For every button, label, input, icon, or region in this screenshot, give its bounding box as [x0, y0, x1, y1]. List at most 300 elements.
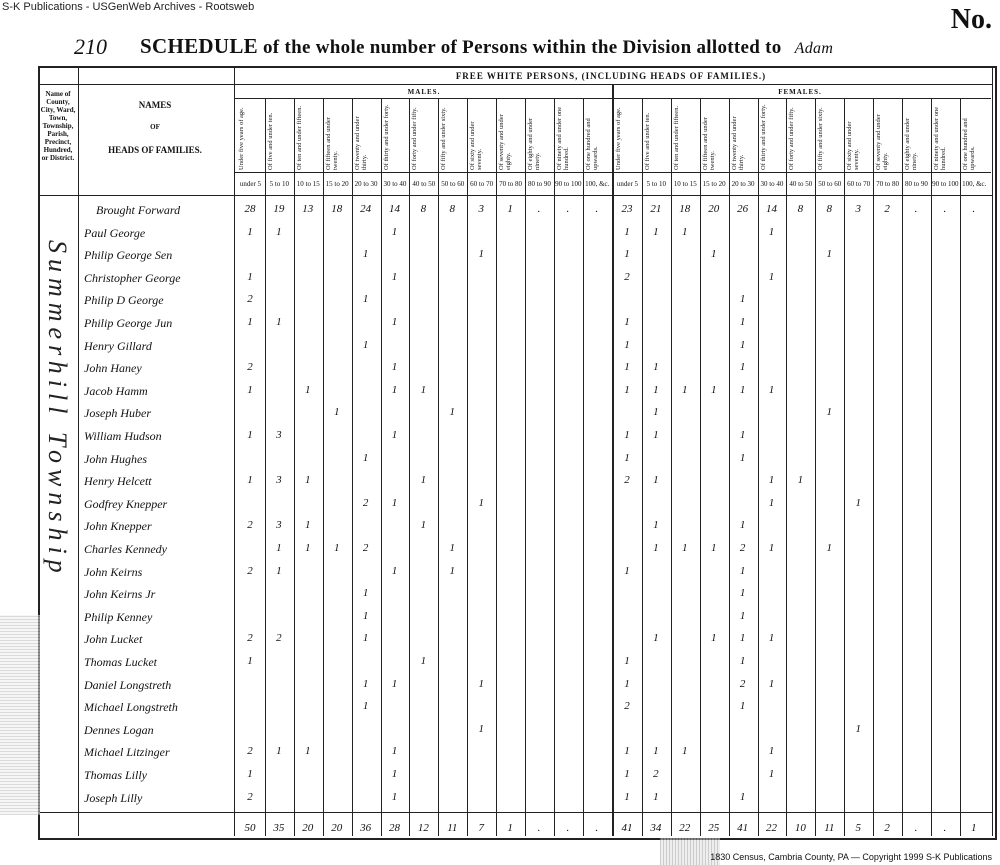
age-column-header: Of forty and under fifty. [788, 107, 796, 170]
page-number: 210 [74, 34, 107, 59]
tally-cell: 2 [247, 361, 253, 374]
tally-cell: 8 [449, 203, 456, 215]
tally-cell: 1 [624, 564, 630, 577]
age-column-header: Of one hundred and upwards. [584, 118, 599, 170]
age-range-label: 80 to 90 [527, 180, 551, 188]
column-divider [409, 98, 410, 836]
tally-cell: 1 [682, 542, 688, 554]
tally-cell: 1 [247, 270, 253, 283]
tally-cell: 2 [624, 474, 630, 487]
window-title: S-K Publications - USGenWeb Archives - Rootsweb [2, 1, 255, 13]
tally-cell: 1 [768, 383, 775, 396]
tally-cell: 1 [305, 383, 311, 396]
tally-cell: 1 [362, 587, 369, 600]
column-divider [729, 98, 730, 836]
tally-cell: 1 [739, 338, 746, 351]
tally-cell: 1 [507, 203, 513, 215]
tally-cell: 1 [768, 225, 775, 238]
column-divider [438, 98, 439, 836]
tally-cell: 1 [768, 474, 775, 487]
tally-cell: 1 [333, 406, 340, 419]
head-of-family-name: John Keirns [84, 564, 143, 579]
tally-cell: 1 [624, 768, 630, 780]
column-divider [496, 98, 497, 836]
tally-cell: 2 [276, 632, 282, 645]
tally-cell: 1 [653, 519, 659, 532]
age-column-header: Of one hundred and upwards. [961, 118, 976, 170]
tally-cell: 3 [855, 203, 861, 215]
column-divider [931, 98, 932, 836]
tally-cell: 8 [797, 203, 804, 215]
tally-cell: 1 [739, 655, 746, 667]
tally-cell: 1 [449, 564, 456, 577]
age-column-header: Of twenty and under thirty. [353, 116, 368, 170]
tally-cell: 14 [389, 203, 400, 215]
tally-cell: 1 [739, 361, 746, 374]
head-of-family-name: Henry Helcett [84, 474, 152, 489]
head-of-family-name: Thomas Lucket [84, 655, 157, 669]
tally-cell: 1 [768, 677, 775, 690]
tally-cell: 1 [362, 609, 369, 622]
tally-cell: 1 [391, 768, 398, 780]
tally-cell: 1 [624, 338, 630, 351]
title-division-hand: Adam [794, 40, 834, 57]
of-label: OF [150, 123, 160, 131]
tally-cell: 1 [739, 790, 746, 803]
scan-smudge-left [0, 615, 40, 815]
tally-cell: 1 [710, 632, 717, 645]
tally-cell: 1 [391, 361, 398, 374]
tally-cell: 1 [826, 248, 833, 261]
tally-cell: 1 [624, 451, 630, 464]
tally-cell: 2 [247, 564, 253, 577]
column-total: 28 [389, 822, 400, 834]
heads-of-families-header: HEADS OF FAMILIES. [108, 145, 202, 155]
tally-cell: 1 [362, 338, 369, 351]
tally-cell: 1 [653, 542, 659, 554]
tally-cell: 1 [739, 587, 746, 600]
tally-cell: 1 [768, 632, 775, 645]
tally-cell: 1 [624, 248, 630, 261]
tally-cell: 1 [276, 564, 282, 577]
tally-cell: 1 [768, 270, 775, 283]
tally-cell: 1 [682, 225, 688, 238]
tally-cell: 1 [391, 316, 398, 328]
tally-cell: 1 [391, 790, 398, 803]
column-divider [902, 98, 903, 836]
tally-cell: 1 [653, 225, 659, 238]
tally-cell: 1 [797, 474, 804, 487]
tally-cell: 1 [739, 293, 746, 306]
column-total: 2 [884, 822, 890, 834]
tally-cell: 1 [247, 429, 253, 441]
tally-cell: 1 [739, 316, 746, 328]
tally-cell: 1 [739, 451, 746, 464]
tally-cell: 1 [420, 383, 427, 396]
rule-line [38, 812, 993, 813]
age-column-header: Of forty and under fifty. [411, 107, 419, 170]
tally-cell: 1 [653, 745, 659, 758]
column-total: 36 [360, 822, 372, 834]
tally-cell: 1 [710, 248, 717, 261]
column-total: 41 [621, 822, 633, 834]
head-of-family-name: Paul George [84, 225, 146, 240]
column-divider [992, 66, 993, 836]
tally-cell: 1 [305, 474, 311, 487]
head-of-family-name: John Lucket [84, 632, 143, 647]
tally-cell: 2 [739, 677, 746, 690]
column-total: 5 [855, 822, 861, 834]
column-divider [960, 98, 961, 836]
head-of-family-name: Philip Kenney [84, 609, 153, 624]
column-total: 10 [794, 822, 806, 834]
column-total: . [914, 822, 918, 834]
tally-cell: 1 [768, 768, 775, 780]
column-divider [265, 98, 266, 836]
head-of-family-name: Michael Litzinger [84, 745, 170, 760]
column-divider [323, 98, 324, 836]
age-column-header: Of thirty and under forty. [382, 104, 390, 170]
tally-cell: 26 [737, 203, 749, 215]
tally-cell: 1 [391, 429, 398, 441]
tally-cell: 18 [331, 203, 343, 215]
age-range-label: 80 to 90 [904, 180, 928, 188]
tally-cell: 1 [768, 496, 775, 509]
tally-cell: 3 [276, 519, 282, 532]
tally-cell: 1 [391, 677, 398, 690]
tally-cell: 1 [478, 722, 484, 735]
age-range-label: 90 to 100 [932, 180, 959, 188]
age-range-label: 30 to 40 [760, 180, 784, 188]
tally-cell: . [595, 203, 599, 215]
column-divider [352, 98, 353, 836]
tally-cell: 1 [826, 542, 833, 554]
tally-cell: 1 [362, 632, 369, 645]
tally-cell: 2 [362, 496, 369, 509]
tally-cell: 1 [305, 745, 311, 758]
column-divider [583, 98, 584, 836]
column-total: . [595, 822, 599, 834]
tally-cell: 1 [739, 609, 746, 622]
head-of-family-name: Michael Longstreth [84, 700, 178, 715]
head-of-family-name: Philip George Sen [84, 248, 173, 263]
tally-cell: 1 [739, 429, 746, 441]
tally-cell: 1 [247, 225, 253, 238]
tally-cell: 1 [362, 677, 369, 690]
head-of-family-name: Brought Forward [96, 203, 181, 217]
rule-line [38, 84, 993, 85]
age-column-header: Of ten and under fifteen. [672, 105, 680, 170]
head-of-family-name: Philip D George [84, 293, 164, 308]
column-total: 22 [766, 822, 777, 834]
tally-cell: 1 [653, 361, 659, 374]
age-range-label: 40 to 50 [412, 180, 436, 188]
tally-cell: 1 [420, 519, 427, 532]
age-range-label: 5 to 10 [646, 180, 667, 188]
tally-cell: 2 [884, 203, 890, 215]
tally-cell: 1 [739, 700, 746, 713]
age-range-label: 50 to 60 [818, 180, 842, 188]
tally-cell: 1 [391, 496, 398, 509]
head-of-family-name: John Hughes [84, 451, 147, 466]
tally-cell: 28 [244, 203, 256, 215]
tally-cell: 1 [624, 429, 630, 441]
age-column-header: Of ten and under fifteen. [295, 105, 303, 170]
head-of-family-name: Joseph Lilly [84, 790, 143, 805]
tally-cell: 1 [739, 564, 746, 577]
tally-cell: 2 [247, 632, 253, 645]
tally-cell: 1 [391, 564, 398, 577]
tally-cell: 1 [276, 542, 282, 554]
tally-cell: . [943, 203, 947, 215]
age-column-header: Of sixty and under seventy. [469, 121, 484, 170]
tally-cell: 1 [768, 542, 775, 554]
tally-cell: 1 [653, 790, 659, 803]
age-range-label: 40 to 50 [789, 180, 813, 188]
column-total: 50 [244, 822, 256, 834]
age-column-header: Of fifty and under sixty. [817, 107, 825, 170]
tally-cell: 3 [276, 429, 282, 441]
tally-cell: 1 [739, 519, 746, 532]
column-total: 34 [650, 822, 662, 834]
age-column-header: Of sixty and under seventy. [846, 121, 861, 170]
tally-cell: 1 [739, 632, 746, 645]
tally-cell: 2 [624, 270, 630, 283]
title-schedule-word: SCHEDULE [140, 34, 258, 58]
free-white-persons-banner: FREE WHITE PERSONS, (INCLUDING HEADS OF FAMILIES.) [455, 71, 767, 81]
head-of-family-name: Godfrey Knepper [84, 496, 168, 511]
tally-cell: 8 [826, 203, 833, 215]
district-column-header: Name of County, City, Ward, Town, Township, Parish, Precinct, Hundred, or District. [40, 90, 76, 162]
tally-cell: 20 [708, 203, 720, 215]
tally-cell: 1 [682, 745, 688, 758]
tally-cell: 1 [362, 248, 369, 261]
tally-cell: 1 [478, 496, 484, 509]
tally-cell: . [537, 203, 541, 215]
tally-cell: 1 [362, 451, 369, 464]
tally-cell: 1 [624, 677, 630, 690]
column-total: 35 [273, 822, 285, 834]
age-column-header: Under five years of age. [615, 107, 622, 170]
tally-cell: 1 [362, 700, 369, 713]
age-column-header: Of seventy and under eighty. [498, 114, 513, 170]
column-total: . [943, 822, 947, 834]
tally-cell: 1 [624, 225, 630, 238]
tally-cell: 1 [653, 474, 659, 487]
column-total: 20 [331, 822, 343, 834]
tally-cell: . [972, 203, 976, 215]
age-range-label: 15 to 20 [325, 180, 349, 188]
age-range-label: 50 to 60 [441, 180, 465, 188]
head-of-family-name: Daniel Longstreth [84, 677, 172, 692]
tally-cell: 1 [305, 519, 311, 532]
age-column-header: Of eighty and under ninety. [904, 117, 918, 170]
column-total: 25 [708, 822, 720, 834]
tally-cell: 1 [710, 383, 717, 396]
tally-cell: 2 [739, 542, 746, 554]
tally-cell: 1 [420, 655, 427, 667]
tally-cell: 1 [855, 496, 861, 509]
tally-cell: 1 [391, 270, 398, 283]
tally-cell: 14 [766, 203, 777, 215]
age-range-label: 70 to 80 [876, 180, 900, 188]
tally-cell: 1 [653, 429, 659, 441]
age-range-label: 20 to 30 [354, 180, 378, 188]
age-range-label: 60 to 70 [470, 180, 494, 188]
column-total: 11 [824, 822, 835, 834]
column-divider [554, 98, 555, 836]
tally-cell: 1 [247, 655, 253, 667]
names-header: NAMES [138, 100, 172, 110]
column-divider [381, 98, 382, 836]
tally-cell: 1 [305, 542, 311, 554]
tally-cell: 1 [478, 677, 484, 690]
column-divider [844, 98, 845, 836]
tally-cell: 21 [650, 203, 662, 215]
tally-cell: 1 [478, 248, 484, 261]
column-divider [78, 66, 79, 836]
age-column-header: Of five and under ten. [643, 112, 651, 170]
tally-cell: 24 [360, 203, 372, 215]
head-of-family-name: Charles Kennedy [84, 542, 167, 556]
tally-cell: 1 [247, 474, 253, 487]
tally-cell: 1 [653, 632, 659, 645]
head-of-family-name: Thomas Lilly [84, 768, 148, 782]
tally-cell: 1 [247, 383, 253, 396]
age-range-label: 70 to 80 [499, 180, 523, 188]
tally-cell: 3 [276, 474, 282, 487]
males-header: MALES. [407, 88, 441, 96]
schedule-number-label: No. [950, 4, 992, 35]
tally-cell: 2 [247, 745, 253, 758]
tally-cell: 1 [624, 790, 630, 803]
head-of-family-name: William Hudson [84, 429, 162, 443]
tally-cell: 1 [247, 316, 253, 328]
tally-cell: 1 [624, 316, 630, 328]
age-column-header: Under five years of age. [238, 107, 245, 170]
tally-cell: 2 [247, 790, 253, 803]
tally-cell: 2 [653, 768, 659, 780]
tally-cell: 23 [621, 203, 633, 215]
head-of-family-name: Dennes Logan [84, 722, 154, 737]
column-total: 20 [302, 822, 314, 834]
column-divider [613, 84, 614, 836]
age-range-label: 60 to 70 [847, 180, 871, 188]
column-divider [786, 98, 787, 836]
tally-cell: . [566, 203, 570, 215]
copyright-footer: 1830 Census, Cambria County, PA — Copyright 1999 S-K Publications [710, 852, 992, 862]
age-column-header: Of ninety and under one hundred. [555, 106, 570, 170]
age-column-header: Of fifteen and under twenty. [701, 117, 716, 170]
females-header: FEMALES. [778, 88, 822, 96]
column-divider [525, 98, 526, 836]
head-of-family-name: John Knepper [84, 519, 152, 534]
tally-cell: 2 [624, 700, 630, 713]
age-range-label: 90 to 100 [555, 180, 582, 188]
tally-cell: 2 [362, 542, 369, 554]
age-range-label: 5 to 10 [269, 180, 290, 188]
age-column-header: Of twenty and under thirty. [730, 116, 745, 170]
tally-cell: 1 [826, 406, 833, 419]
column-divider [234, 66, 235, 836]
tally-cell: 1 [391, 745, 398, 758]
tally-cell: . [914, 203, 918, 215]
age-range-label: 10 to 15 [296, 180, 320, 188]
tally-cell: 1 [653, 383, 659, 396]
tally-cell: 1 [739, 383, 746, 396]
head-of-family-name: John Haney [84, 361, 142, 376]
tally-cell: 1 [624, 361, 630, 374]
column-total: 12 [417, 822, 429, 834]
tally-cell: 1 [624, 745, 630, 758]
head-of-family-name: Christopher George [84, 270, 181, 285]
head-of-family-name: Henry Gillard [84, 338, 152, 353]
age-column-header: Of seventy and under eighty. [875, 114, 890, 170]
tally-cell: 2 [247, 519, 253, 532]
column-total: 41 [737, 822, 749, 834]
title-rest: of the whole number of Persons within the Division allotted to [263, 37, 782, 58]
tally-cell: 8 [420, 203, 427, 215]
age-range-label: 20 to 30 [731, 180, 755, 188]
column-divider [294, 98, 295, 836]
tally-cell: 1 [391, 383, 398, 396]
age-range-label: 15 to 20 [702, 180, 726, 188]
tally-cell: 13 [302, 203, 314, 215]
tally-cell: 1 [624, 655, 630, 667]
age-column-header: Of eighty and under ninety. [527, 117, 541, 170]
tally-cell: 1 [276, 316, 282, 328]
column-divider [700, 98, 701, 836]
head-of-family-name: Joseph Huber [84, 406, 151, 421]
tally-cell: 19 [273, 203, 285, 215]
tally-cell: 1 [247, 768, 253, 780]
tally-cell: 1 [653, 406, 659, 419]
age-column-header: Of fifty and under sixty. [440, 107, 448, 170]
tally-cell: 1 [391, 225, 398, 238]
tally-cell: 1 [333, 542, 340, 554]
age-range-label: 100, &c. [962, 180, 987, 188]
column-total: . [537, 822, 541, 834]
rule-line [38, 195, 993, 196]
tally-cell: 1 [449, 406, 456, 419]
tally-cell: 1 [682, 383, 688, 396]
tally-cell: 1 [710, 542, 717, 554]
column-total: 1 [971, 822, 977, 834]
tally-cell: 1 [624, 383, 630, 396]
tally-cell: 18 [679, 203, 691, 215]
column-total: 22 [679, 822, 691, 834]
tally-cell: 3 [478, 203, 484, 215]
column-divider [671, 98, 672, 836]
column-total: . [566, 822, 570, 834]
column-total: 7 [478, 822, 484, 834]
column-divider [467, 98, 468, 836]
district-name: Summerhill Township [43, 240, 72, 579]
tally-cell: 1 [449, 542, 456, 554]
column-total: 11 [447, 822, 458, 834]
tally-cell: 1 [855, 722, 861, 735]
age-range-label: 30 to 40 [383, 180, 407, 188]
age-range-label: under 5 [616, 180, 639, 188]
column-divider [758, 98, 759, 836]
tally-cell: 1 [362, 293, 369, 306]
tally-cell: 1 [420, 474, 427, 487]
head-of-family-name: Philip George Jun [84, 316, 173, 330]
column-divider [642, 98, 643, 836]
age-range-label: under 5 [239, 180, 262, 188]
column-divider [873, 98, 874, 836]
column-total: 1 [507, 822, 513, 834]
